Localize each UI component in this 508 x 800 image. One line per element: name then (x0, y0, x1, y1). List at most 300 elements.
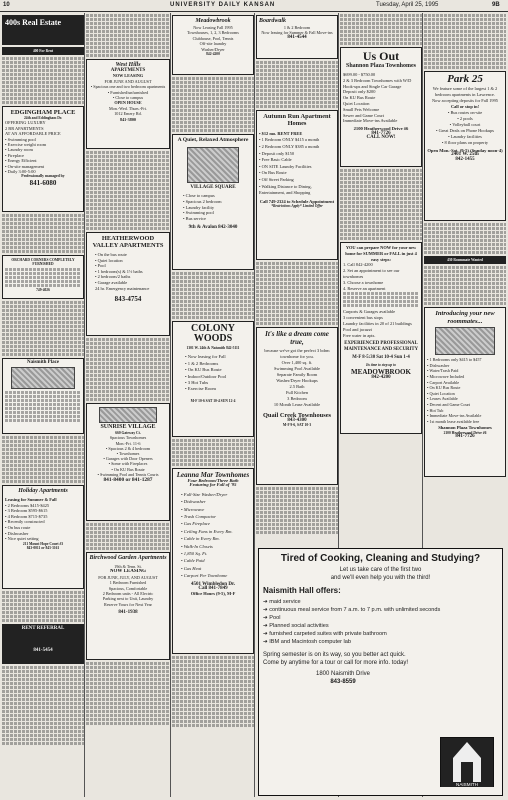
classified-text-line (5, 419, 81, 422)
classified-text-line (86, 191, 170, 194)
list-item: ➔ IBM and Macintosh computer lab (263, 639, 352, 645)
classified-text-line (86, 722, 170, 725)
list-item: 3 convenient bus stops (343, 315, 383, 321)
classified-text-line (343, 296, 419, 299)
classified-text-line (172, 664, 254, 667)
classified-text-line (2, 101, 84, 104)
list-item: 2 BR APARTMENTS (5, 125, 44, 131)
classified-listings (424, 266, 506, 305)
list-item: • Exercise Room (185, 386, 216, 392)
list-item: • Walking Distance to Dining, Entertainment, and Shopping (259, 183, 312, 196)
classified-text-line (256, 519, 338, 522)
page-number-right: 9B (492, 2, 500, 8)
classified-text-line (256, 65, 338, 68)
naismith-place-ad (2, 358, 84, 434)
classified-text-line (256, 97, 338, 100)
list-item: 2.5 Bath (289, 384, 305, 389)
classified-text-line (2, 81, 84, 84)
list-item: • Off Street Parking (259, 176, 294, 182)
category-header (424, 256, 506, 264)
classified-text-line (2, 341, 84, 344)
list-item: Pool and jacuzzi (343, 326, 373, 332)
classified-text-line (2, 710, 84, 713)
list-item: YOU can prepare NOW for your new home for SUMMER or FALL in just 4 easy steps: (345, 245, 417, 262)
list-item: • Energy Efficient (5, 158, 37, 164)
list-item: OPEN HOUSE (114, 100, 142, 106)
list-item: NOW LEASING (112, 73, 144, 79)
classified-text-line (86, 30, 170, 33)
list-item: ➔ maid service (263, 599, 301, 605)
classified-text-line (86, 163, 170, 166)
classified-listings (86, 662, 170, 725)
classified-text-line (172, 720, 254, 723)
classified-text-line (172, 276, 254, 279)
list-item: • Walk-In Closets (181, 543, 213, 549)
classified-text-line (86, 694, 170, 697)
list-item: 4. Reserve an apartment (343, 285, 386, 291)
classified-text-line (340, 213, 422, 216)
classified-text-line (2, 730, 84, 733)
list-item: 3. Choose a townhome (343, 279, 384, 285)
classified-text-line (2, 615, 84, 618)
classified-text-line (340, 189, 422, 192)
classified-text-line (172, 308, 254, 311)
classified-text-line (5, 272, 81, 275)
classified-text-line (424, 294, 506, 297)
classified-text-line (424, 46, 506, 49)
ad-hours: M-F 9-6, SAT 10-3 (282, 423, 312, 428)
list-item: • Recently constructed (5, 519, 45, 525)
ad-hours: Open Mon.-Sat. (9-5) (Sunday noon-4) (427, 148, 503, 153)
page-number-left: 10 (3, 2, 10, 8)
classified-text-line (86, 179, 170, 182)
list-item: • On bus route (5, 524, 31, 530)
list-item: • Close to campus (183, 193, 215, 198)
classified-text-line (86, 698, 170, 701)
classified-text-line (172, 463, 254, 466)
classified-text-line (86, 710, 170, 713)
classified-listings (340, 169, 422, 240)
classified-text-line (86, 338, 170, 341)
category-title: 400 For Rent (32, 49, 54, 53)
classified-text-line (2, 702, 84, 705)
classified-text-line (424, 38, 506, 41)
list-item: • Garages with Door Openers (103, 456, 153, 462)
classified-text-line (256, 318, 338, 321)
classified-text-line (86, 382, 170, 385)
classified-text-line (172, 121, 254, 124)
classified-text-line (2, 464, 84, 467)
list-item: We feature some of the largest 1 & 2 bedroom apartments in Lawrence. (432, 86, 498, 97)
classified-text-line (2, 97, 84, 100)
classified-text-line (172, 296, 254, 299)
classified-text-line (256, 105, 338, 108)
ad-address: 2401 W. 25th (451, 152, 479, 158)
ad-title: Leanna Mar Townhomes (176, 471, 250, 479)
classified-text-line (2, 682, 84, 685)
classified-text-line (343, 304, 419, 307)
list-item: • Free Basic Cable (259, 157, 292, 163)
list-item: Laundry facilities in 20 of 21 buildings (343, 320, 412, 326)
ad-phone: Call 749-2324 to Schedule Appointment (259, 198, 335, 204)
ad-address: 4501 Wimbledon Dr. (191, 581, 235, 587)
classified-text-line (172, 89, 254, 92)
classified-text-line (86, 386, 170, 389)
list-item: Now Leasing Fall 1995 (193, 25, 233, 30)
classified-text-line (5, 391, 81, 394)
classified-text-line (340, 197, 422, 200)
birchwood-ad (86, 552, 170, 660)
classified-text-line (2, 301, 84, 304)
issue-date: Tuesday, April 25, 1995 (376, 2, 439, 8)
ad-phone: 841-6080 (29, 178, 57, 187)
list-item: Clubhouse, Pool, Tennis (192, 35, 234, 41)
classified-listings (86, 523, 170, 550)
classified-text-line (86, 714, 170, 717)
ad-phone: Call 841-7849 (198, 586, 228, 592)
ad-phone: 841-4544 (287, 34, 307, 40)
list-item: Immediate Move-ins Available (343, 118, 398, 124)
classified-text-line (2, 349, 84, 352)
classified-listings (2, 301, 84, 356)
classified-text-line (340, 169, 422, 172)
list-item: • Close to campus (112, 95, 144, 101)
ad-address: 211 Mount Hope Court #3 (22, 541, 64, 546)
amenity-list (427, 357, 503, 424)
list-item: Spacious Townhomes (109, 435, 147, 441)
edgingham-ad (2, 106, 84, 212)
ad-body: Spring semester is on its way, so you better act quick. Come by anytime for a tour or call for more info. today! (263, 652, 409, 666)
classified-text-line (172, 700, 254, 703)
classified-text-line (86, 42, 170, 45)
list-item: • Ceiling Fans in Every Rm. (181, 528, 233, 534)
classified-text-line (256, 61, 338, 64)
classified-text-line (2, 234, 84, 237)
list-item: • Daily 3:00-5:00 (5, 169, 36, 175)
classified-text-line (2, 607, 84, 610)
list-item: Swimming Pool Available (273, 366, 321, 371)
classified-text-line (86, 362, 170, 365)
classified-text-line (340, 237, 422, 240)
classified-text-line (2, 595, 84, 598)
classified-text-line (172, 109, 254, 112)
ad-subtitle: APARTMENTS (110, 68, 146, 73)
list-item: • 1,850 Sq. Ft. (181, 551, 208, 557)
list-item: Leasing for Summer & Fall (5, 497, 57, 502)
list-item: Sewer and Game Court (343, 112, 385, 118)
classified-text-line (5, 407, 81, 410)
classified-text-line (172, 704, 254, 707)
classified-text-line (424, 282, 506, 285)
classified-text-line (2, 69, 84, 72)
classified-text-line (172, 101, 254, 104)
leanna-mar-ad (172, 468, 254, 654)
classified-text-line (2, 93, 84, 96)
list-item: Reserve Yours for Next Year (104, 601, 152, 607)
classified-text-line (2, 436, 84, 439)
classified-text-line (2, 89, 84, 92)
classified-text-line (256, 89, 338, 92)
classified-text-line (424, 223, 506, 226)
list-item: • On Bus Route (259, 170, 287, 176)
column-3 (172, 13, 254, 797)
classified-text-line (86, 155, 170, 158)
list-item: Mon.-Wed. Thurs.-Fri. (108, 105, 148, 111)
classified-text-line (86, 227, 170, 230)
classified-text-line (256, 487, 338, 490)
list-item: Free water in apts. (343, 332, 376, 338)
column-2 (86, 13, 170, 797)
classified-listings (256, 487, 338, 534)
list-item: • 1 bedroom(s) & 1½ baths (95, 268, 143, 274)
list-item: • Pool (95, 263, 106, 269)
classified-text-line (343, 292, 419, 295)
classified-text-line (256, 69, 338, 72)
classified-text-line (86, 354, 170, 357)
classified-text-line (86, 38, 170, 41)
classified-text-line (86, 50, 170, 53)
classified-text-line (2, 246, 84, 249)
ad-headline: Introducing your new roommates... (435, 310, 495, 325)
list-item: • 2 bedroom/2 baths (95, 274, 131, 280)
classified-text-line (256, 531, 338, 534)
ad-title: Naismith Place (26, 360, 60, 365)
list-item: • Great Deals on Phone Hookups (436, 128, 494, 133)
classified-text-line (86, 223, 170, 226)
classified-text-line (2, 476, 84, 479)
classified-text-line (340, 233, 422, 236)
classified-listings (424, 223, 506, 254)
list-item: • Immediate Move-ins Available (427, 413, 482, 419)
park-25-ad (424, 71, 506, 221)
classified-text-line (86, 718, 170, 721)
classified-text-line (2, 309, 84, 312)
classified-text-line (86, 18, 170, 21)
classified-text-line (2, 325, 84, 328)
ad-cta: CALL NOW! (366, 134, 396, 140)
classified-text-line (424, 302, 506, 305)
classified-text-line (2, 65, 84, 68)
amenity-list (175, 491, 251, 580)
classified-text-line (172, 129, 254, 132)
list-item: AT AN AFFORDABLE PRICE (5, 131, 61, 137)
ad-title: EDGINGHAM PLACE (10, 109, 76, 116)
column-rule (170, 13, 171, 797)
list-item: Townhouses, 1, 2, 3 Bedrooms (187, 30, 239, 36)
list-item: Deposit only $200 (343, 89, 376, 95)
classified-text-line (86, 682, 170, 685)
ad-subtitle-2: Featuring for Fall of '95 (189, 482, 237, 488)
classified-listings (2, 436, 84, 483)
ad-phone: 843-8559 (330, 678, 356, 685)
classified-text-line (2, 678, 84, 681)
list-item: 3 Bedroom (287, 396, 307, 401)
classified-text-line (5, 395, 81, 398)
ad-title: Holiday Apartments (18, 488, 68, 494)
list-item: 841-3800 (119, 116, 137, 122)
amenity-list (175, 25, 251, 52)
classified-text-line (424, 58, 506, 61)
classified-text-line (424, 66, 506, 69)
list-item: ➔ Pool (263, 615, 281, 621)
list-item: FOR JUNE, JULY, AND AUGUST (98, 574, 158, 580)
classified-text-line (424, 14, 506, 17)
classified-text-line (256, 499, 338, 502)
classified-text-line (2, 226, 84, 229)
list-item: Spacious, Comfortable (108, 585, 148, 591)
classified-text-line (86, 14, 170, 17)
classified-text-line (256, 93, 338, 96)
classified-listings (172, 272, 254, 319)
list-item: Parking next to Unit, Laundry (102, 596, 154, 602)
classified-text-line (2, 738, 84, 741)
classified-text-line (172, 304, 254, 307)
classified-text-line (424, 227, 506, 230)
amenity-list (5, 497, 81, 542)
list-item: • On KU Bus Route (427, 385, 461, 391)
classified-text-line (2, 250, 84, 253)
ad-address: 24th and Eddingham Dr. (23, 116, 62, 120)
amenity-list (343, 309, 419, 338)
classified-text-line (256, 306, 338, 309)
ad-hours: M-F 10-6 SAT 10-4 SUN 12-4 (190, 398, 236, 403)
classified-text-line (256, 101, 338, 104)
classified-text-line (424, 42, 506, 45)
ad-fineprint: *Restrictions Apply* Limited Offer (271, 204, 323, 209)
list-item: • Quiet location (95, 257, 123, 263)
shannon-plaza-ad (340, 47, 422, 167)
heatherwood-valley-ad (86, 232, 170, 336)
ad-phone: 841-7726 (371, 130, 391, 136)
list-item: 2. Set an appointment to see our townhomes (343, 268, 400, 279)
classified-listings (172, 77, 254, 132)
classified-text-line (340, 34, 422, 37)
classified-text-line (86, 358, 170, 361)
classified-listings (340, 14, 422, 45)
sun-logo (99, 407, 157, 423)
list-item: • Swimming pool (183, 210, 214, 216)
ad-phone: 749-4026 (36, 287, 50, 292)
classified-text-line (424, 270, 506, 273)
classified-text-line (340, 225, 422, 228)
classified-text-line (256, 278, 338, 281)
classified-listings (2, 214, 84, 253)
classified-text-line (86, 690, 170, 693)
classified-text-line (172, 443, 254, 446)
ad-headline: Us Out (362, 49, 400, 63)
classified-text-line (340, 209, 422, 212)
classified-text-line (86, 195, 170, 198)
classified-text-line (340, 201, 422, 204)
logo-text: NAISMITH (441, 782, 493, 787)
classified-text-line (172, 724, 254, 727)
classified-text-line (2, 611, 84, 614)
list-item: • 1st month lease available free (427, 418, 480, 424)
classified-text-line (340, 217, 422, 220)
classified-text-line (2, 61, 84, 64)
classified-text-line (2, 321, 84, 324)
list-item: • Carport Per Townhome (181, 573, 228, 579)
village-square-ad (172, 134, 254, 270)
classified-text-line (86, 378, 170, 381)
classified-text-line (172, 688, 254, 691)
ad-subline-1: Let us take care of the first two (339, 567, 422, 573)
ad-title: Meadowbrook (195, 18, 231, 24)
ad-title: Naismith Hall offers: (263, 586, 341, 595)
list-item: • $12 mo. RENT FREE (259, 130, 303, 136)
classified-text-line (86, 531, 170, 534)
classified-text-line (2, 694, 84, 697)
list-item: • Water/Trash Paid (427, 368, 459, 374)
ad-subhead: EXPERIENCED PROFESSIONAL MAINTENANCE AND SECURITY (343, 341, 419, 353)
classified-text-line (424, 231, 506, 234)
classified-text-line (256, 314, 338, 317)
appliance-illustration (435, 327, 495, 355)
classified-text-line (86, 666, 170, 669)
list-item: • 2 Bedrooms $415-$425 (5, 502, 50, 508)
list-item: • Dishwasher (181, 499, 206, 505)
list-item: NOW LEASING (109, 569, 147, 575)
amenity-list (175, 193, 251, 222)
ad-subtitle: Four Bedroom/Three Bath (187, 478, 239, 483)
classified-listings (2, 666, 84, 745)
classified-text-line (86, 390, 170, 393)
building-photo (11, 367, 75, 389)
classified-text-line (2, 329, 84, 332)
classified-text-line (172, 716, 254, 719)
classified-text-line (2, 353, 84, 356)
classified-text-line (86, 167, 170, 170)
classified-text-line (172, 85, 254, 88)
quail-creek-ad (256, 327, 338, 485)
roommates-ad (424, 307, 506, 477)
classified-text-line (172, 292, 254, 295)
classified-text-line (86, 527, 170, 530)
classified-text-line (172, 684, 254, 687)
classified-text-line (86, 54, 170, 57)
classified-text-line (424, 54, 506, 57)
classified-text-line (256, 507, 338, 510)
classified-text-line (256, 302, 338, 305)
classified-text-line (2, 317, 84, 320)
classified-text-line (2, 718, 84, 721)
list-item: • Gas Heat (181, 565, 202, 571)
ad-phone: 842-4200 (206, 52, 220, 57)
category-title: 430 Roommate Wanted (447, 258, 483, 262)
amenity-list (89, 435, 167, 477)
classified-text-line (256, 274, 338, 277)
section-banner (2, 15, 84, 45)
ad-title: SUNRISE VILLAGE (100, 424, 156, 430)
classified-text-line (256, 503, 338, 506)
classified-text-line (2, 242, 84, 245)
list-item: • 3 Bedroom $595-$615 (5, 508, 48, 514)
classified-text-line (86, 207, 170, 210)
classified-text-line (2, 456, 84, 459)
classified-text-line (256, 290, 338, 293)
ad-title: Park 25 (447, 73, 483, 85)
list-item: because we've got the perfect 3 bdrm townhome for you. (264, 348, 330, 359)
classified-text-line (172, 288, 254, 291)
classified-text-line (340, 205, 422, 208)
classified-text-line (86, 674, 170, 677)
classified-text-line (256, 495, 338, 498)
classified-listings (256, 61, 338, 108)
list-item: On KU Bus Route (343, 95, 376, 101)
list-item: ➔ continuous meal service from 7 a.m. to 7 p.m. with unlimited seconds (263, 607, 441, 613)
classified-text-line (256, 515, 338, 518)
ad-phone: 9th & Avalon 842-3040 (188, 224, 238, 230)
